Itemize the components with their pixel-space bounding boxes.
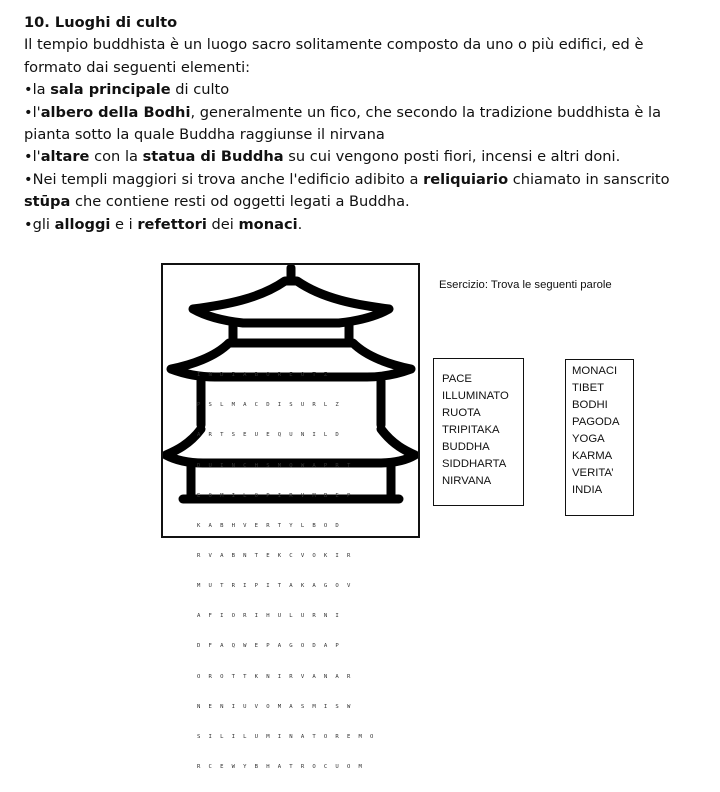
word-item: VERITA’ xyxy=(572,467,614,479)
bullet-item: •Nei templi maggiori si trova anche l'edificio adibito a reliquiario chiamato in sanscrito stūpa che contiene resti od oggetti legati a Buddha. xyxy=(24,170,670,211)
bullet-item: •l'altare con la statua di Buddha su cui vengono posti fiori, incensi e altri doni. xyxy=(24,148,621,166)
word-item: PAGODA xyxy=(572,416,620,428)
grid-row: M U T R I P I T A K A G O V xyxy=(197,583,353,590)
word-item: YOGA xyxy=(572,433,605,445)
word-item: SIDDHARTA xyxy=(442,458,507,470)
pagoda-top-roof xyxy=(193,281,389,323)
word-item: MONACI xyxy=(572,365,618,377)
grid-row: R C E W Y B H A T R O C U O M xyxy=(197,763,365,770)
bullet-item: •la sala principale di culto xyxy=(24,81,230,99)
grid-row: D F A Q W E P A G O D A P xyxy=(197,643,342,650)
grid-row: P S L M A C D I S U R L Z xyxy=(197,402,342,409)
grid-row: K A B H V E R T Y L B O D xyxy=(197,522,342,529)
lesson-intro: Il tempio buddhista è un luogo sacro solitamente composto da uno o più edifici, ed è formato dai seguenti elementi: xyxy=(24,36,644,76)
word-list-right xyxy=(565,359,634,516)
word-item: KARMA xyxy=(572,450,613,462)
word-item: ILLUMINATO xyxy=(442,390,509,402)
letter-grid xyxy=(197,350,387,792)
grid-row: R V A B N T E K C V O K I R xyxy=(197,552,353,559)
word-item: BODHI xyxy=(572,399,608,411)
bullet-item: •l'albero della Bodhi, generalmente un fico, che secondo la tradizione buddhista è la pianta sotto la quale Buddha raggiunse il nirvana xyxy=(24,103,662,144)
exercise-title: Esercizio: Trova le seguenti parole xyxy=(439,279,612,291)
grid-row: A R T S E U E Q U N I L D xyxy=(197,432,342,439)
word-item: TRIPITAKA xyxy=(442,424,500,436)
word-search-frame xyxy=(161,263,420,770)
grid-row: E O M I L O P I R V M B E P xyxy=(197,492,353,499)
grid-row: O R O T T K N I R V A N A R xyxy=(197,673,353,680)
grid-row: D U I N C H S M Q W A P R T xyxy=(197,462,353,469)
word-item: PACE xyxy=(442,373,472,385)
word-list-left xyxy=(433,358,524,506)
grid-row: A F I O R I H U L U R N I xyxy=(197,613,342,620)
lesson-text xyxy=(24,12,704,236)
grid-row: S I L I L U M I N A T O R E M O xyxy=(197,733,376,740)
word-item: RUOTA xyxy=(442,407,481,419)
grid-row: I N D I A B O R E O T Z xyxy=(197,372,330,379)
word-item: BUDDHA xyxy=(442,441,490,453)
lesson-heading: 10. Luoghi di culto xyxy=(24,14,178,31)
word-item: INDIA xyxy=(572,484,603,496)
grid-row: N E N I U V O M A S M I S W xyxy=(197,703,353,710)
word-item: NIRVANA xyxy=(442,475,492,487)
word-item: TIBET xyxy=(572,382,605,394)
bullet-item: •gli alloggi e i refettori dei monaci. xyxy=(24,215,303,233)
